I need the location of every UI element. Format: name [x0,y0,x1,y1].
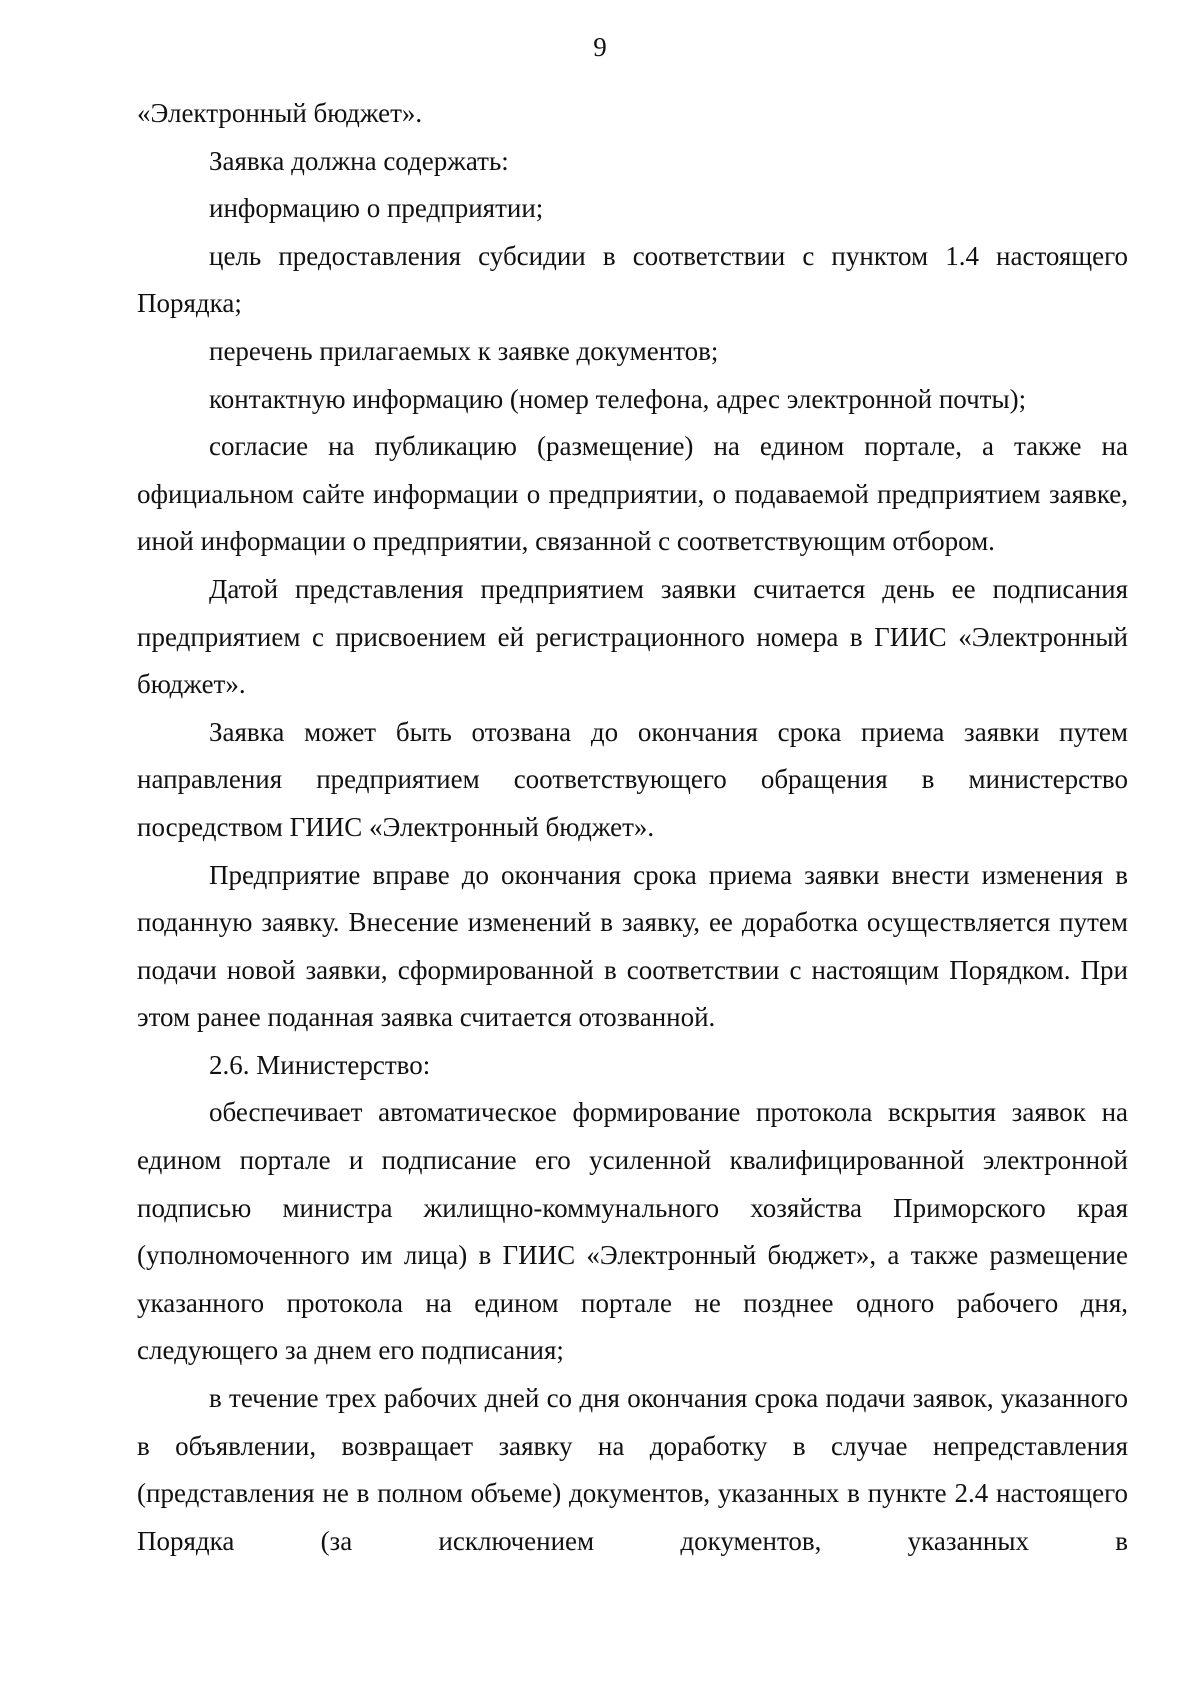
list-item-publication-consent: согласие на публикацию (размещение) на едином портале, а также на официальном сайте информации о предприятии, о подаваемой предприятием заявке, иной информации о предприятии, связанной с соответствующим отбором. [137,431,1128,557]
document-body [137,90,1128,1565]
list-item-enterprise-info: информацию о предприятии; [209,193,544,224]
paragraph-submission-date: Датой представления предприятием заявки считается день ее подписания предприятием с присвоением ей регистрационного номера в ГИИС «Электронный бюджет». [137,573,1128,700]
list-item-subsidy-purpose: цель предоставления субсидии в соответствии с пунктом 1.4 настоящего Порядка; [137,240,1128,319]
paragraph-amendments: Предприятие вправе до окончания срока приема заявки внести изменения в поданную заявку. Внесение изменений в заявку, ее доработка осуществляется путем подачи новой заявки, сформированной в соответствии с настоящим Порядком. При этом ранее поданная заявка считается отозванной. [137,859,1128,1033]
paragraph-protocol: обеспечивает автоматическое формирование протокола вскрытия заявок на едином портале и подписание его усиленной квалифицированной электронной подписью министра жилищно-коммунального хозяйства Приморского края (уполномоченного им лица) в ГИИС «Электронный бюджет», а также размещение указанного протокола на едином портале не позднее одного рабочего дня, следующего за днем его подписания; [137,1097,1128,1366]
page-number: 9 [593,32,607,62]
section-heading-2-6: 2.6. Министерство: [209,1049,431,1080]
paragraph-return-for-revision: в течение трех рабочих дней со дня окончания срока подачи заявок, указанного в объявлении, возвращает заявку на доработку в случае непредставления (представления не в полном объеме) документов, указанных в пункте 2.4 настоящего Порядка (за исключением документов, указанных в [137,1383,1128,1556]
paragraph-application-contents: Заявка должна содержать: [209,145,509,176]
paragraph-withdrawal: Заявка может быть отозвана до окончания срока приема заявки путем направления предприятием соответствующего обращения в министерство посредством ГИИС «Электронный бюджет». [137,716,1128,842]
list-item-contact-info: контактную информацию (номер телефона, адрес электронной почты); [209,383,1027,414]
paragraph-continuation: «Электронный бюджет». [137,98,423,128]
list-item-attached-documents: перечень прилагаемых к заявке документов; [209,335,719,366]
